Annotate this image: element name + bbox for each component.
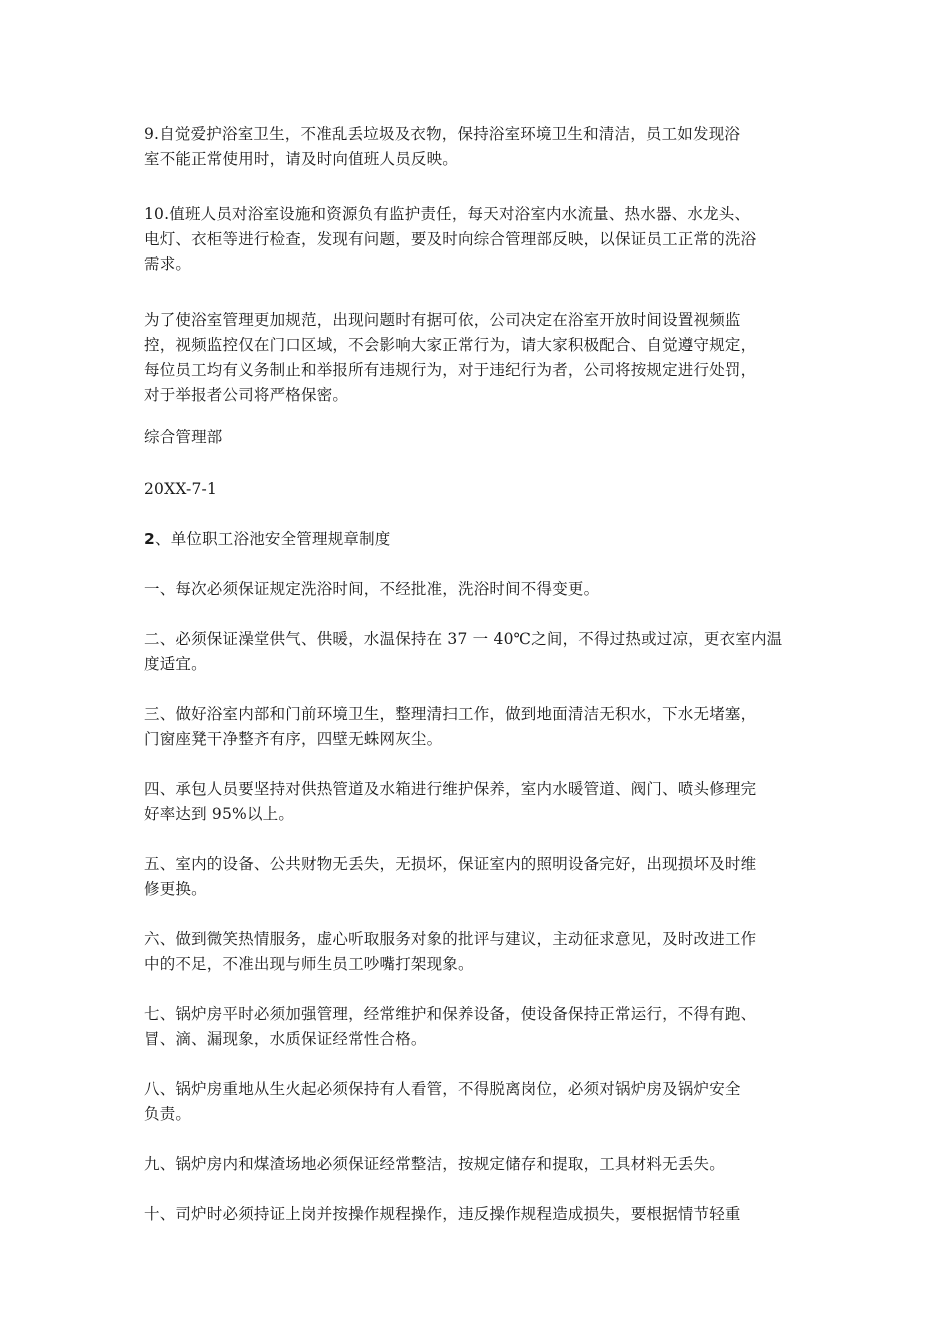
rule-10 [144,1202,741,1227]
text-line: 一、每次必须保证规定洗浴时间，不经批准，洗浴时间不得变更。 [144,580,600,598]
rule-3 [144,702,756,752]
text-line: 需求。 [144,255,192,273]
text-line: 七、锅炉房平时必须加强管理，经常维护和保养设备，使设备保持正常运行，不得有跑、 [144,1005,757,1023]
text-line: 二、必须保证澡堂供气、供暖，水温保持在 37 一 40℃之间，不得过热或过凉，更衣室内温 [144,630,783,648]
text-line: 四、承包人员要坚持对供热管道及水箱进行维护保养，室内水暖管道、阀门、喷头修理完 [144,780,757,798]
rule-6 [144,927,756,977]
rule-1 [144,577,599,602]
text-line: 控，视频监控仅在门口区域，不会影响大家正常行为，请大家积极配合、自觉遵守规定， [144,336,757,354]
text-line: 9.自觉爱护浴室卫生，不准乱丢垃圾及衣物，保持浴室环境卫生和清洁，员工如发现浴 [144,125,741,143]
signature-date: 20XX-7-1 [144,480,218,498]
text-line: 十、司炉时必须持证上岗并按操作规程操作，违反操作规程造成损失，要根据情节轻重 [144,1205,741,1223]
rule-2 [144,627,782,677]
signature-department: 综合管理部 [144,428,223,446]
section-heading [144,527,391,552]
section-title: 、单位职工浴池安全管理规章制度 [155,530,391,548]
notice-closing-paragraph [144,308,756,408]
text-line: 六、做到微笑热情服务，虚心听取服务对象的批评与建议，主动征求意见，及时改进工作 [144,930,757,948]
text-line: 修更换。 [144,880,207,898]
text-line: 九、锅炉房内和煤渣场地必须保证经常整洁，按规定储存和提取，工具材料无丢失。 [144,1155,725,1173]
text-line: 冒、滴、漏现象，水质保证经常性合格。 [144,1030,427,1048]
text-line: 对于举报者公司将严格保密。 [144,386,349,404]
notice-item-10 [144,202,756,277]
text-line: 五、室内的设备、公共财物无丢失，无损坏，保证室内的照明设备完好，出现损坏及时维 [144,855,757,873]
text-line: 为了使浴室管理更加规范，出现问题时有据可依，公司决定在浴室开放时间设置视频监 [144,311,741,329]
text-line: 门窗座凳干净整齐有序，四壁无蛛网灰尘。 [144,730,443,748]
text-line: 室不能正常使用时，请及时向值班人员反映。 [144,150,459,168]
text-line: 负责。 [144,1105,192,1123]
rule-9 [144,1152,725,1177]
text-line: 每位员工均有义务制止和举报所有违规行为，对于违纪行为者，公司将按规定进行处罚， [144,361,757,379]
text-line: 度适宜。 [144,655,207,673]
rule-4 [144,777,756,827]
text-line: 10.值班人员对浴室设施和资源负有监护责任，每天对浴室内水流量、热水器、水龙头、 [144,205,751,223]
rule-8 [144,1077,741,1127]
text-line: 好率达到 95%以上。 [144,805,295,823]
text-line: 三、做好浴室内部和门前环境卫生，整理清扫工作，做到地面清洁无积水，下水无堵塞， [144,705,757,723]
text-line: 八、锅炉房重地从生火起必须保持有人看管，不得脱离岗位，必须对锅炉房及锅炉安全 [144,1080,741,1098]
notice-item-9 [144,122,740,172]
text-line: 中的不足，不准出现与师生员工吵嘴打架现象。 [144,955,474,973]
text-line: 电灯、衣柜等进行检查，发现有问题，要及时向综合管理部反映，以保证员工正常的洗浴 [144,230,757,248]
rule-7 [144,1002,756,1052]
rule-5 [144,852,756,902]
section-number: 2 [144,530,155,548]
